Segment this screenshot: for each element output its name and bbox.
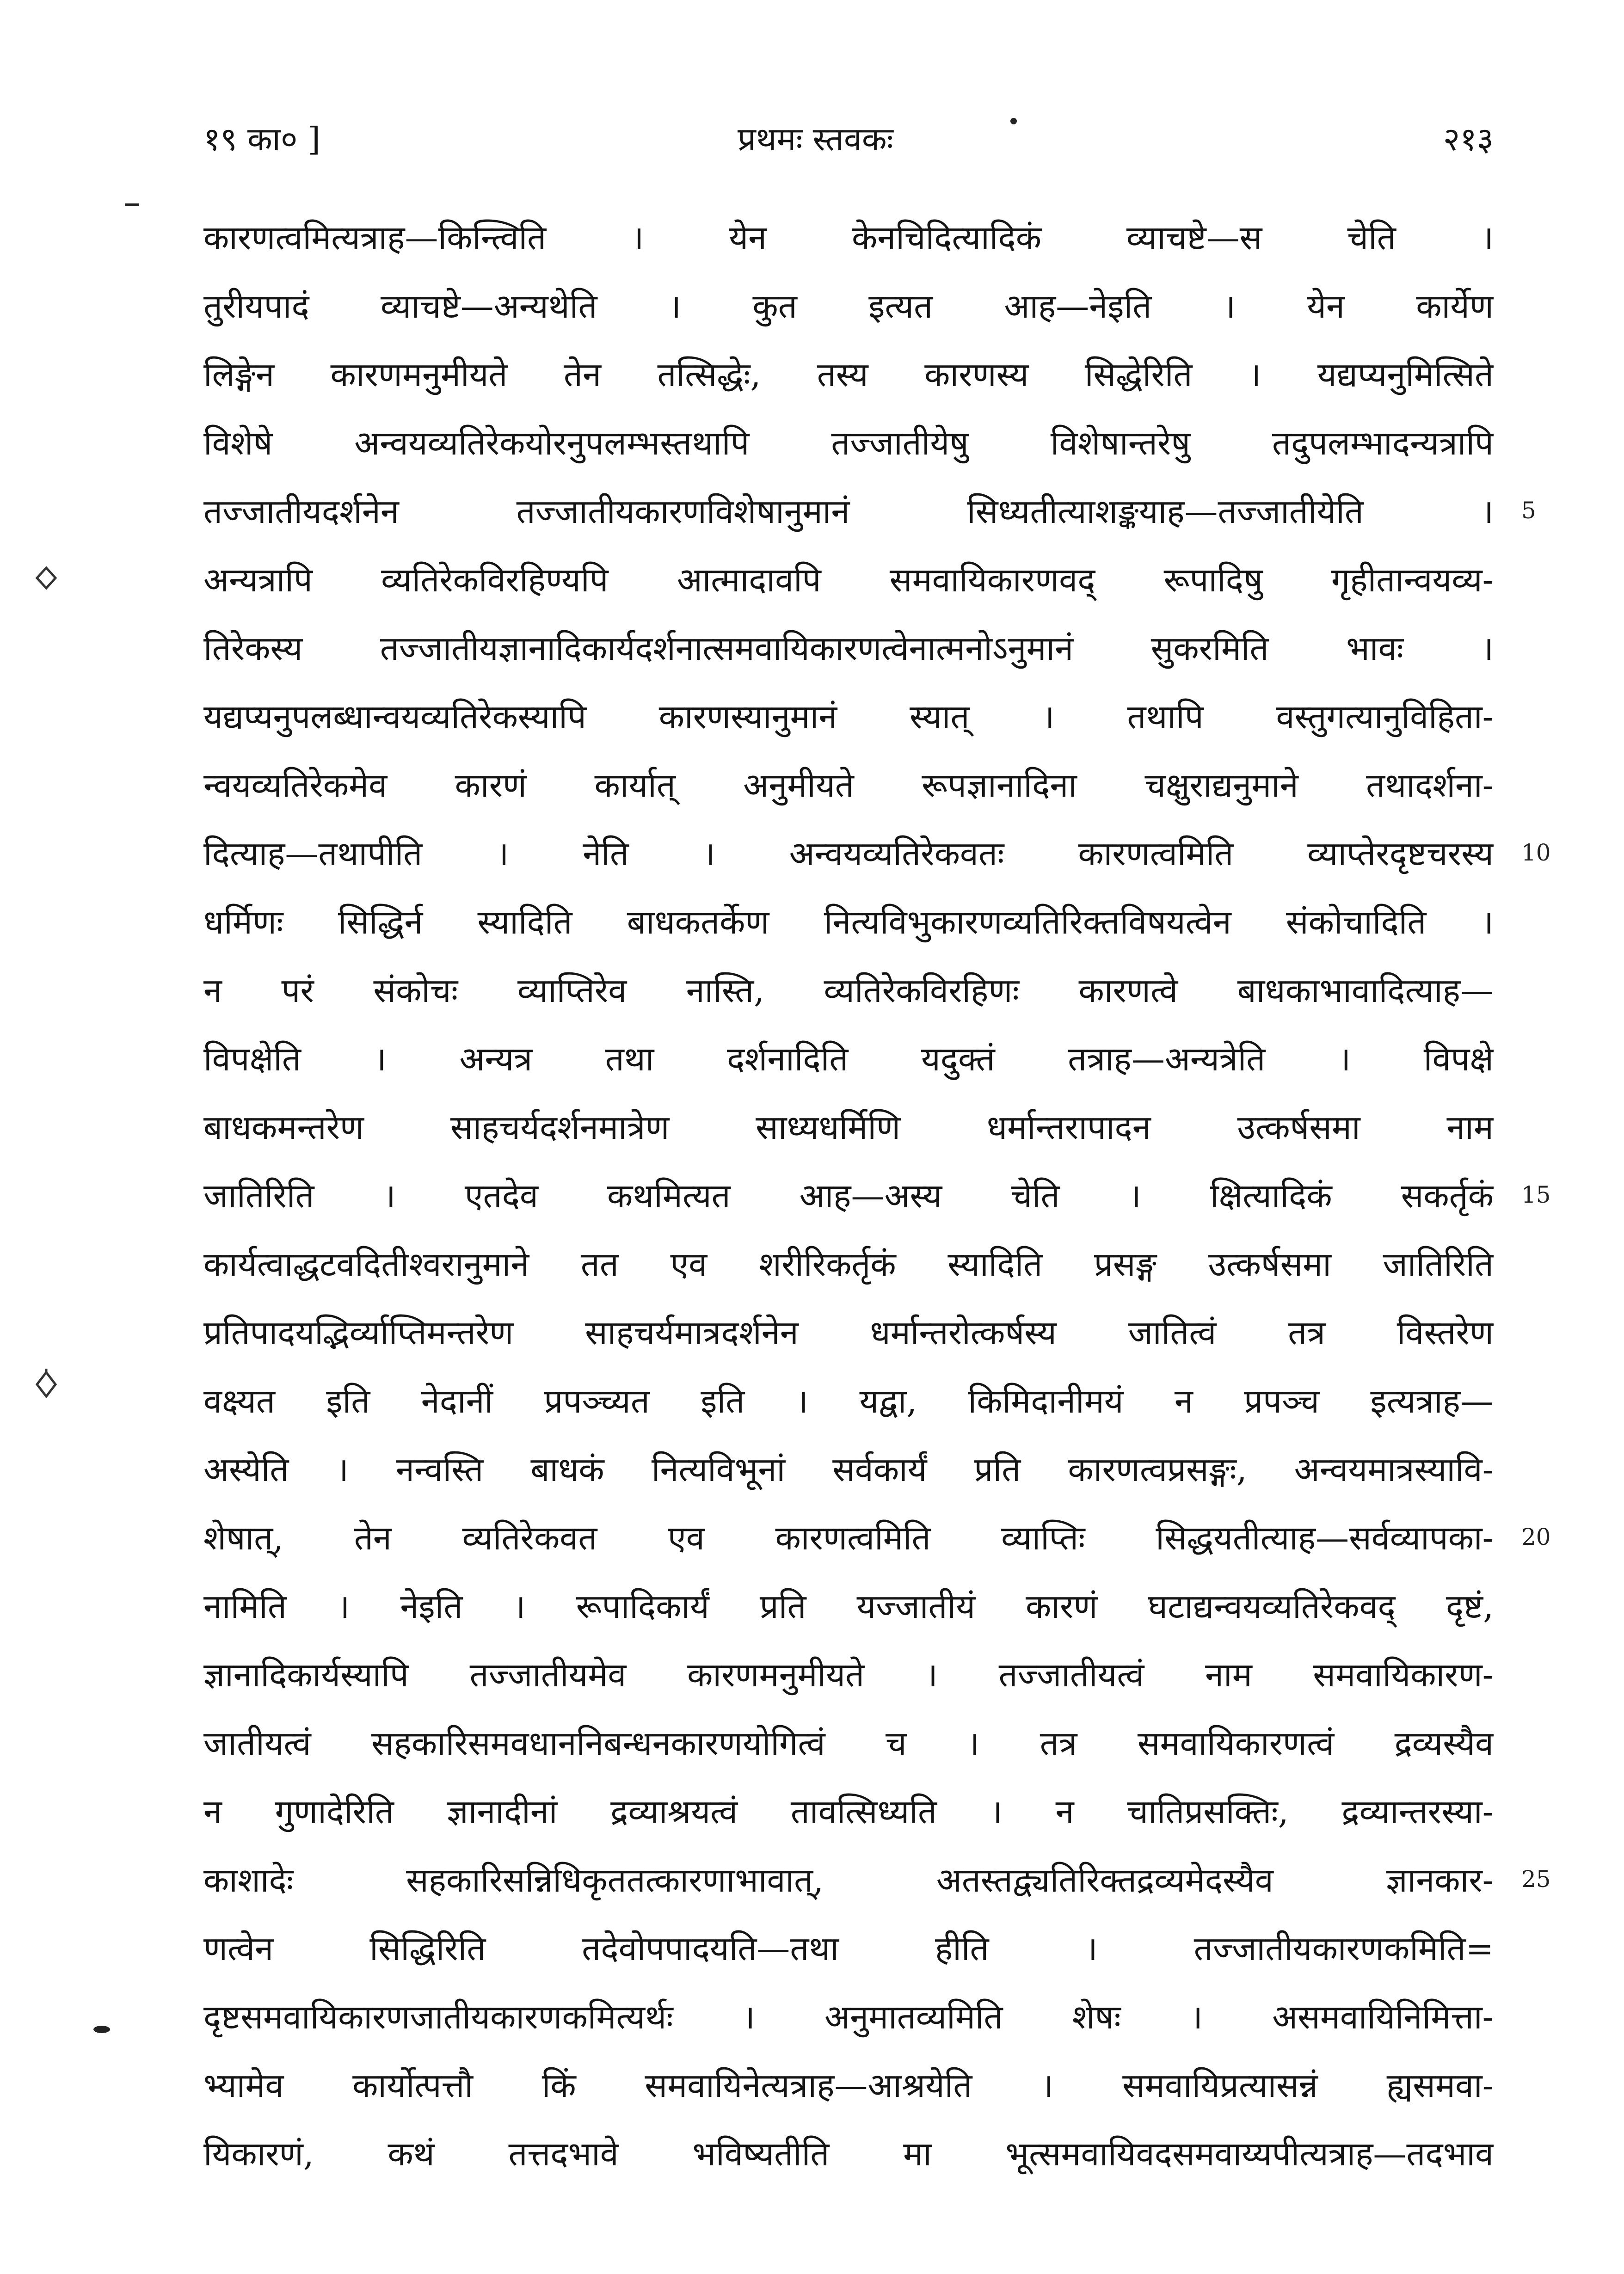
text-line: दित्याह—तथापीति । नेति । अन्वयव्यतिरेकवतः कारणत्वमिति व्याप्तेरदृष्टचरस्य xyxy=(203,834,1494,873)
text-line: णत्वेन सिद्धिरिति तदेवोपपादयति—तथा हीति । तज्जातीयकारणकमिति= xyxy=(203,1929,1494,1968)
page-number: २१३ xyxy=(1443,120,1494,158)
text-line: अस्येति । नन्वस्ति बाधकं नित्यविभूनां सर्वकार्यं प्रति कारणत्वप्रसङ्गः, अन्वयमात्रस्यावि- xyxy=(203,1450,1494,1489)
text-line: काशादेः सहकारिसन्निधिकृततत्कारणाभावात्, अतस्तद्व्यतिरिक्तद्रव्यमेदस्यैव ज्ञानकार- xyxy=(203,1861,1494,1899)
commentary-text xyxy=(203,203,1494,2188)
line-number-25: 25 xyxy=(1521,1866,1551,1893)
text-line: तिरेकस्य तज्जातीयज्ञानादिकार्यदर्शनात्समवायिकारणत्वेनात्मनोऽनुमानं सुकरमिति भावः । xyxy=(203,629,1494,668)
text-line: यिकारणं, कथं तत्तदभावे भविष्यतीति मा भूत्समवायिवदसमवाय्यपीत्यत्राह—तदभाव xyxy=(203,2134,1494,2173)
text-line: जातिरिति । एतदेव कथमित्यत आह—अस्य चेति । क्षित्यादिकं सकर्तृकं xyxy=(203,1176,1494,1215)
text-line: जातीयत्वं सहकारिसमवधाननिबन्धनकारणयोगित्वं च । तत्र समवायिकारणत्वं द्रव्यस्यैव xyxy=(203,1724,1494,1763)
text-line: शेषात्, तेन व्यतिरेकवत एव कारणत्वमिति व्याप्तिः सिद्धयतीत्याह—सर्वव्यापका- xyxy=(203,1518,1494,1557)
line-number-20: 20 xyxy=(1521,1524,1551,1550)
text-line: नामिति । नेइति । रूपादिकार्यं प्रति यज्जातीयं कारणं घटाद्यन्वयव्यतिरेकवद् दृष्टं, xyxy=(203,1587,1494,1626)
line-number-15: 15 xyxy=(1521,1181,1551,1208)
running-title: प्रथमः स्तवकः xyxy=(738,120,893,158)
text-line: लिङ्गेन कारणमनुमीयते तेन तत्सिद्धेः, तस्य कारणस्य सिद्धेरिति । यद्यप्यनुमित्सिते xyxy=(203,355,1494,394)
line-number-5: 5 xyxy=(1521,497,1536,524)
text-line: वक्ष्यत इति नेदानीं प्रपञ्च्यत इति । यद्वा, किमिदानीमयं न प्रपञ्च इत्यत्राह— xyxy=(203,1382,1494,1420)
text-line: विपक्षेति । अन्यत्र तथा दर्शनादिति यदुक्तं तत्राह—अन्यत्रेति । विपक्षे xyxy=(203,1039,1494,1078)
text-line: बाधकमन्तरेण साहचर्यदर्शनमात्रेण साध्यधर्मिणि धर्मान्तरापादन उत्कर्षसमा नाम xyxy=(203,1108,1494,1147)
margin-dot-mark xyxy=(125,116,143,208)
text-line: धर्मिणः सिद्धिर्न स्यादिति बाधकतर्केण नित्यविभुकारणव्यतिरिक्तविषयत्वेन संकोचादिति । xyxy=(203,903,1494,941)
speck-mark xyxy=(1008,116,1022,129)
text-line: अन्यत्रापि व्यतिरेकविरहिण्यपि आत्मादावपि समवायिकारणवद् रूपादिषु गृहीतान्वयव्य- xyxy=(203,560,1494,599)
text-line: यद्यप्यनुपलब्धान्वयव्यतिरेकस्यापि कारणस्यानुमानं स्यात् । तथापि वस्तुगत्यानुविहिता- xyxy=(203,697,1494,736)
text-line: तज्जातीयदर्शनेन तज्जातीयकारणविशेषानुमानं सिध्यतीत्याशङ्कयाह—तज्जातीयेति । xyxy=(203,492,1494,531)
registration-mark xyxy=(32,1369,60,1401)
margin-dot-mark xyxy=(88,2023,116,2037)
registration-mark xyxy=(32,564,60,592)
text-line: ज्ञानादिकार्यस्यापि तज्जातीयमेव कारणमनुमीयते । तज्जातीयत्वं नाम समवायिकारण- xyxy=(203,1655,1494,1694)
text-line: तुरीयपादं व्याचष्टे—अन्यथेति । कुत इत्यत आह—नेइति । येन कार्येण xyxy=(203,287,1494,326)
text-line: कारणत्वमित्यत्राह—किन्त्विति । येन केनचिदित्यादिकं व्याचष्टे—स चेति । xyxy=(203,218,1494,257)
text-line: प्रतिपादयद्भिर्व्याप्तिमन्तरेण साहचर्यमात्रदर्शनेन धर्मान्तरोत्कर्षस्य जातित्वं तत्र विस्तरेण xyxy=(203,1313,1494,1352)
text-line: न परं संकोचः व्याप्तिरेव नास्ति, व्यतिरेकविरहिणः कारणत्वे बाधकाभावादित्याह— xyxy=(203,971,1494,1010)
text-line: कार्यत्वाद्धटवदितीश्वरानुमाने तत एव शरीरिकर्तृकं स्यादिति प्रसङ्ग उत्कर्षसमा जातिरिति xyxy=(203,1245,1494,1284)
page-header xyxy=(203,116,1494,171)
text-line: न गुणादेरिति ज्ञानादीनां द्रव्याश्रयत्वं तावत्सिध्यति । न चातिप्रसक्तिः, द्रव्यान्तरस्या- xyxy=(203,1792,1494,1831)
line-number-10: 10 xyxy=(1521,839,1551,866)
chapter-reference: १९ का० ] xyxy=(203,120,320,158)
text-line: दृष्टसमवायिकारणजातीयकारणकमित्यर्थः । अनुमातव्यमिति शेषः । असमवायिनिमित्ता- xyxy=(203,1997,1494,2036)
text-line: भ्यामेव कार्योत्पत्तौ किं समवायिनेत्यत्राह—आश्रयेति । समवायिप्रत्यासन्नं ह्यसमवा- xyxy=(203,2066,1494,2105)
text-line: विशेषे अन्वयव्यतिरेकयोरनुपलम्भस्तथापि तज्जातीयेषु विशेषान्तरेषु तदुपलम्भादन्यत्रापि xyxy=(203,424,1494,462)
text-line: न्वयव्यतिरेकमेव कारणं कार्यात् अनुमीयते रूपज्ञानादिना चक्षुराद्यनुमाने तथादर्शना- xyxy=(203,766,1494,805)
